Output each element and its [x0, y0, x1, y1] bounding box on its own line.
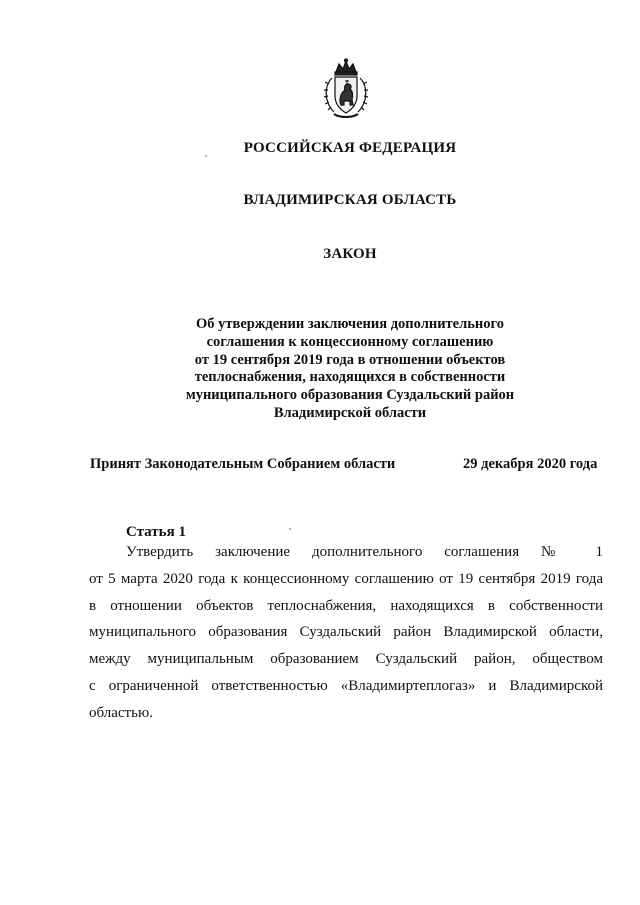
law-title-line: от 19 сентября 2019 года в отношении объектов: [194, 351, 506, 368]
article-line: от 5 марта 2020 года к концессионному соглашению от 19 сентября 2019 года: [89, 570, 603, 587]
article-line: Утвердить заключение дополнительного соглашения № 1: [126, 544, 603, 560]
law-title-line: муниципального образования Суздальский район: [185, 387, 515, 404]
adoption-date: 29 декабря 2020 года: [463, 456, 598, 472]
article-line: между муниципальным образованием Суздальский район, обществом: [89, 651, 603, 668]
law-title-line: соглашения к концессионному соглашению: [206, 333, 494, 350]
law-title-line: Владимирской области: [273, 404, 427, 421]
country-heading: РОССИЙСКАЯ ФЕДЕРАЦИЯ: [243, 140, 457, 156]
document-type-heading: ЗАКОН: [323, 246, 377, 262]
article-line: муниципального образования Суздальский район Владимирской области,: [89, 624, 603, 641]
law-title-line: теплоснабжения, находящихся в собственности: [194, 369, 506, 386]
scan-speck: [289, 528, 291, 530]
scan-speck: [205, 155, 207, 157]
article-heading: Статья 1: [126, 524, 186, 540]
article-line: областью.: [89, 704, 153, 721]
article-line: в отношении объектов теплоснабжения, находящихся в собственности: [89, 597, 603, 614]
article-body: [89, 539, 603, 727]
coat-of-arms-icon: [320, 58, 372, 120]
adoption-body: Принят Законодательным Собранием области: [90, 456, 396, 472]
article-line: с ограниченной ответственностью «Владимиртеплогаз» и Владимирской: [89, 677, 603, 694]
law-title-line: Об утверждении заключения дополнительного: [196, 316, 504, 332]
region-heading: ВЛАДИМИРСКАЯ ОБЛАСТЬ: [243, 192, 457, 208]
law-title: [150, 316, 550, 423]
